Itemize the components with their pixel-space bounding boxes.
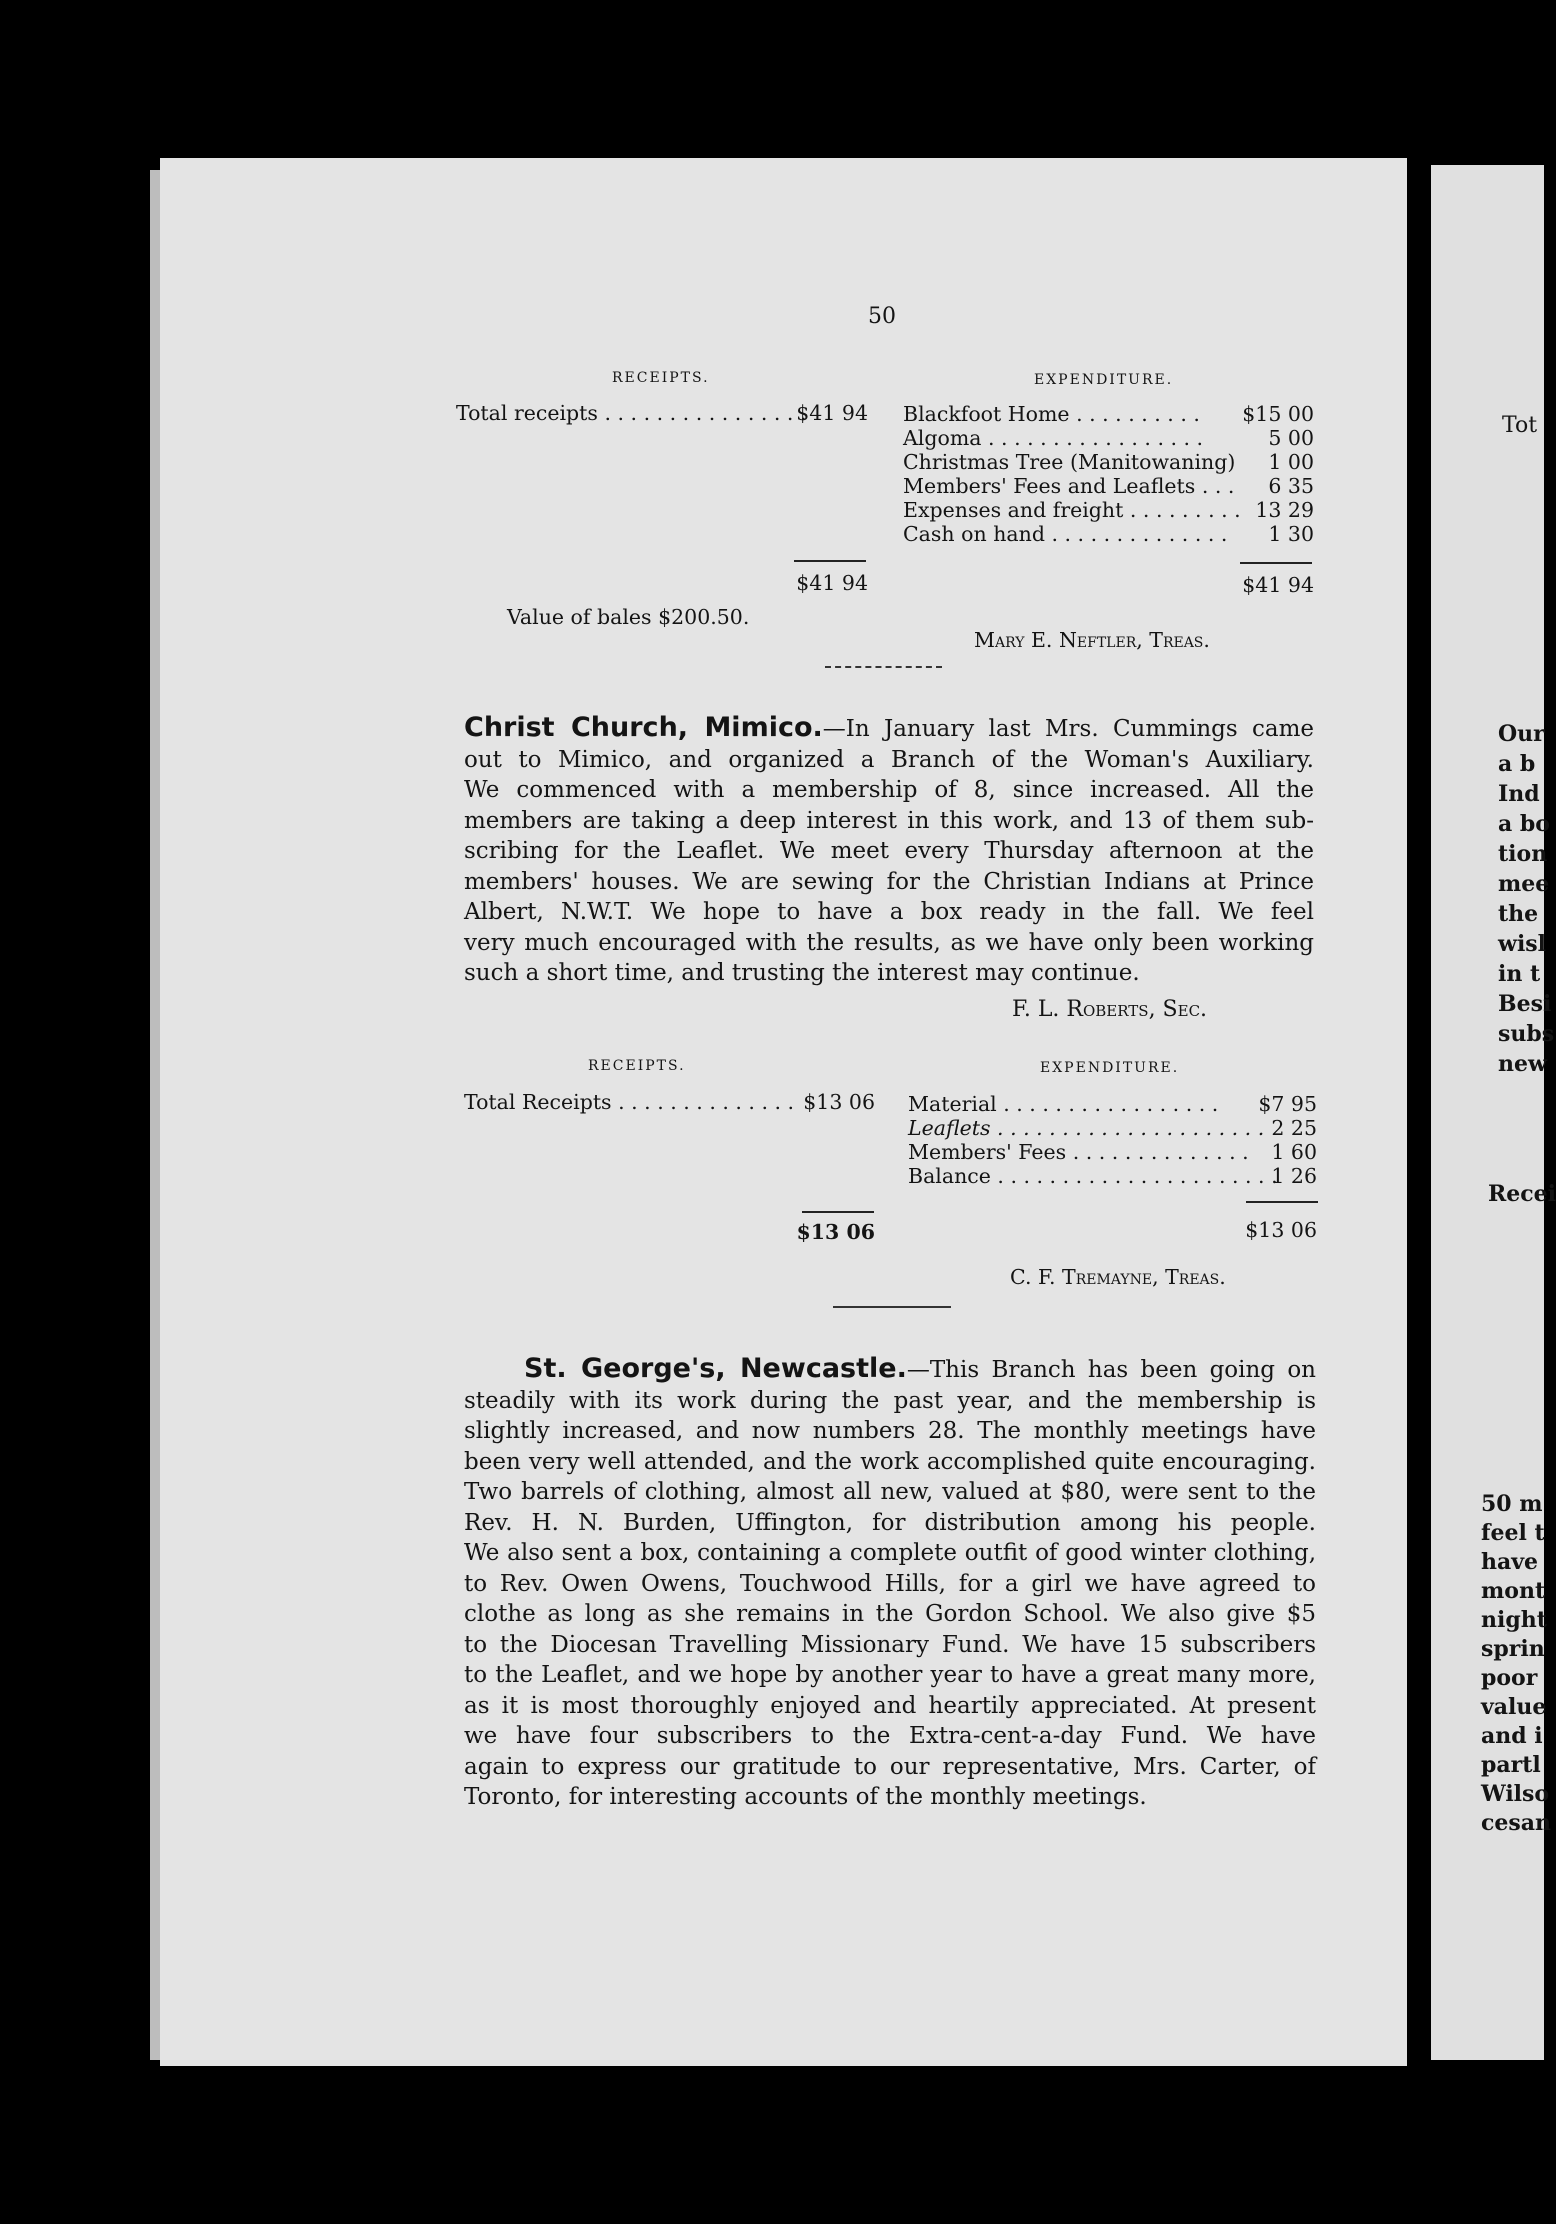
- right-page-fragment: mee: [1498, 871, 1550, 897]
- mimico-heading: Christ Church, Mimico.: [464, 712, 823, 743]
- receipts-total: $41 94: [796, 571, 868, 595]
- total-receipts-amount: $13 06: [803, 1090, 875, 1114]
- expenditure-amount: 13 29: [1255, 498, 1314, 522]
- expenditure-amount: $7 95: [1258, 1092, 1317, 1116]
- paragraph-line: members' houses. We are sewing for the Christian Indians at Prince: [464, 868, 1314, 895]
- right-page-fragment: in t: [1498, 961, 1541, 987]
- right-page-fragment: feel t: [1481, 1520, 1545, 1546]
- right-page-fragment: poor: [1481, 1665, 1538, 1691]
- treasurer-signature: C. F. Tremayne, Treas.: [1010, 1265, 1226, 1289]
- right-page-fragment: Tot: [1502, 413, 1538, 438]
- expenditure-item: Members' Fees and Leaflets . . .: [903, 474, 1235, 498]
- newcastle-report: [464, 1354, 1316, 1813]
- expenditure-item: Material . . . . . . . . . . . . . . . . .: [908, 1092, 1219, 1116]
- paragraph-line: to Rev. Owen Owens, Touchwood Hills, for a girl we have agreed to: [464, 1570, 1316, 1597]
- paragraph-line: Albert, N.W.T. We hope to have a box ready in the fall. We feel: [464, 899, 1314, 925]
- treasurer-signature: Mary E. Neftler, Treas.: [974, 628, 1210, 652]
- paragraph-line: steadily with its work during the past year, and the membership is: [464, 1387, 1316, 1414]
- right-page-fragment: Wilso: [1481, 1781, 1550, 1807]
- right-page-fragment: the: [1498, 901, 1539, 927]
- expenditure-item: Algoma . . . . . . . . . . . . . . . . .: [903, 426, 1204, 450]
- paragraph-line: clothe as long as she remains in the Gordon School. We also give $5: [464, 1601, 1316, 1627]
- paragraph-line: We also sent a box, containing a complete outfit of good winter clothing,: [464, 1540, 1316, 1566]
- receipts-total-rule: [802, 1211, 874, 1213]
- paragraph-line: Two barrels of clothing, almost all new, valued at $80, were sent to the: [464, 1479, 1316, 1505]
- expenditure-item: Christmas Tree (Manitowaning): [903, 450, 1236, 474]
- right-page-fragment: cesan: [1481, 1810, 1552, 1836]
- right-page-fragment: value: [1481, 1694, 1547, 1720]
- right-page-fragment: Our: [1498, 721, 1545, 747]
- right-page-fragment: Ind: [1498, 781, 1540, 807]
- expenditure-amount: $15 00: [1242, 402, 1314, 426]
- expenditure-item: Leaflets . . . . . . . . . . . . . . . . . . . . .: [908, 1116, 1265, 1140]
- expenditure-total-rule: [1246, 1201, 1318, 1203]
- expenditure-amount: 1 60: [1271, 1140, 1317, 1164]
- paragraph-line: been very well attended, and the work accomplished quite encouraging.: [464, 1448, 1316, 1475]
- right-page-fragment: partl: [1481, 1752, 1541, 1778]
- expenditure-item: Blackfoot Home . . . . . . . . . .: [903, 402, 1200, 426]
- right-page-fragment: wisl: [1498, 931, 1547, 957]
- paragraph-line: we have four subscribers to the Extra-cent-a-day Fund. We have: [464, 1723, 1316, 1749]
- expenditure-total: $13 06: [1245, 1218, 1317, 1242]
- expenditure-amount: 1 00: [1268, 450, 1314, 474]
- section-divider: [833, 1306, 951, 1308]
- expenditure-amount: 1 30: [1268, 522, 1314, 546]
- receipts-heading: RECEIPTS.: [588, 1058, 686, 1074]
- receipts-total: $13 06: [796, 1220, 875, 1244]
- paragraph-line: to the Leaflet, and we hope by another year to have a great many more,: [464, 1662, 1316, 1688]
- right-page-fragment: Recei: [1488, 1181, 1556, 1207]
- total-receipts-amount: $41 94: [796, 401, 868, 425]
- newcastle-heading: St. George's, Newcastle.: [524, 1353, 907, 1384]
- expenditure-item: Balance . . . . . . . . . . . . . . . . . . . . . .: [908, 1164, 1278, 1188]
- right-page-fragment: 50 m: [1481, 1491, 1543, 1517]
- paragraph-line: slightly increased, and now numbers 28. The monthly meetings have: [464, 1418, 1316, 1444]
- paragraph-line: scribing for the Leaflet. We meet every Thursday afternoon at the: [464, 838, 1314, 864]
- right-page-fragment: tion: [1498, 841, 1548, 867]
- book-spine: [1407, 162, 1431, 2062]
- right-page-fragment: sprin: [1481, 1636, 1545, 1662]
- expenditure-heading: EXPENDITURE.: [1040, 1060, 1180, 1076]
- paragraph-line: such a short time, and trusting the interest may continue.: [464, 960, 1140, 986]
- right-page-fragment: Besi: [1498, 991, 1552, 1017]
- paragraph-line: Toronto, for interesting accounts of the monthly meetings.: [464, 1784, 1147, 1810]
- total-receipts-label: Total Receipts . . . . . . . . . . . . . .: [464, 1090, 795, 1114]
- expenditure-total: $41 94: [1242, 573, 1314, 597]
- right-page-fragment: new: [1498, 1051, 1547, 1077]
- page-number: 50: [868, 304, 896, 329]
- expenditure-amount: 5 00: [1268, 426, 1314, 450]
- paragraph-line: We commenced with a membership of 8, since increased. All the: [464, 777, 1314, 803]
- expenditure-amount: 6 35: [1268, 474, 1314, 498]
- paragraph-line: as it is most thoroughly enjoyed and heartily appreciated. At present: [464, 1692, 1316, 1719]
- paragraph-line: members are taking a deep interest in this work, and 13 of them sub-: [464, 807, 1314, 834]
- paragraph-line: Rev. H. N. Burden, Uffington, for distribution among his people.: [464, 1509, 1316, 1536]
- expenditure-heading: EXPENDITURE.: [1034, 372, 1174, 388]
- paragraph-line: very much encouraged with the results, as we have only been working: [464, 929, 1314, 956]
- value-of-bales: Value of bales $200.50.: [507, 605, 750, 629]
- mimico-report: [464, 713, 1314, 989]
- expenditure-amount: 1 26: [1271, 1164, 1317, 1188]
- expenditure-item: Members' Fees . . . . . . . . . . . . . .: [908, 1140, 1249, 1164]
- expenditure-item: Cash on hand . . . . . . . . . . . . . .: [903, 522, 1228, 546]
- secretary-signature: F. L. Roberts, Sec.: [1012, 997, 1208, 1022]
- right-page-fragment: night: [1481, 1607, 1547, 1633]
- newcastle-first-line: St. George's, Newcastle.—This Branch has been going on: [524, 1353, 1316, 1384]
- total-receipts-label: Total receipts . . . . . . . . . . . . . . . .: [456, 401, 807, 425]
- expenditure-amount: 2 25: [1271, 1116, 1317, 1140]
- receipts-total-rule: [794, 560, 866, 562]
- expenditure-total-rule: [1240, 562, 1312, 564]
- right-page-fragment: have: [1481, 1549, 1539, 1575]
- mimico-first-line: Christ Church, Mimico.—In January last Mrs. Cummings came: [464, 712, 1314, 743]
- right-page-fragment: and i: [1481, 1723, 1543, 1749]
- right-page-fragment: a bo: [1498, 811, 1550, 837]
- expenditure-item: Expenses and freight . . . . . . . . .: [903, 498, 1241, 522]
- paragraph-line: out to Mimico, and organized a Branch of the Woman's Auxiliary.: [464, 746, 1314, 773]
- paragraph-line: to the Diocesan Travelling Missionary Fund. We have 15 subscribers: [464, 1631, 1316, 1658]
- section-divider: [825, 666, 942, 668]
- right-page-fragment: mont: [1481, 1578, 1546, 1604]
- right-page-fragment: subs: [1498, 1021, 1555, 1047]
- receipts-heading: RECEIPTS.: [612, 370, 710, 386]
- paragraph-line: again to express our gratitude to our representative, Mrs. Carter, of: [464, 1753, 1316, 1780]
- right-page-fragment: a b: [1498, 751, 1536, 777]
